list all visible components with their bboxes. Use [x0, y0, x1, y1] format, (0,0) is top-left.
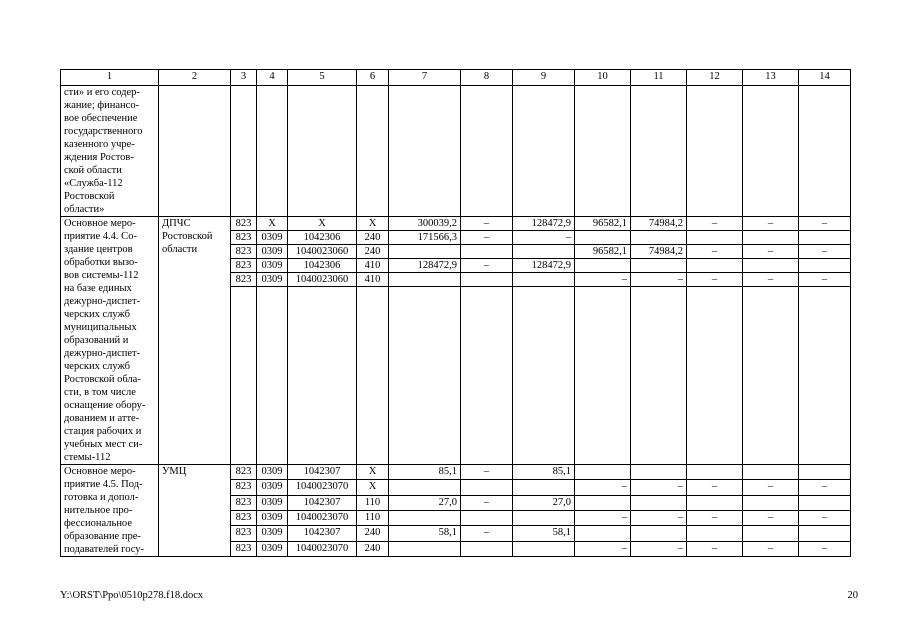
table-cell: 110 — [357, 510, 389, 525]
table-cell: – — [799, 480, 851, 495]
table-cell — [389, 510, 461, 525]
table-cell — [389, 541, 461, 556]
table-cell — [575, 259, 631, 273]
activity-name: сти» и его содер- жание; финансо- вое обеспечение государственного казенного учре- ждения Ростов- ской области «Служба-112 Ростовской области» — [61, 86, 159, 217]
table-row — [61, 217, 851, 231]
table-cell: – — [743, 480, 799, 495]
table-cell: 0309 — [257, 495, 288, 510]
table-cell: 1040023060 — [288, 245, 357, 259]
table-cell: – — [687, 510, 743, 525]
table-cell: – — [461, 526, 513, 541]
table-cell — [159, 86, 231, 217]
table-cell — [288, 287, 357, 465]
table-cell: – — [743, 510, 799, 525]
table-cell — [513, 86, 575, 217]
table-cell — [461, 480, 513, 495]
table-cell: 1040023070 — [288, 541, 357, 556]
table-cell: – — [687, 273, 743, 287]
table-cell — [687, 495, 743, 510]
table-cell — [461, 287, 513, 465]
table-cell — [357, 287, 389, 465]
table-cell — [513, 287, 575, 465]
table-cell — [743, 231, 799, 245]
table-cell: – — [743, 273, 799, 287]
table-cell: 823 — [231, 217, 257, 231]
table-cell: Х — [357, 480, 389, 495]
table-cell — [257, 287, 288, 465]
table-cell: 823 — [231, 231, 257, 245]
table-cell: 110 — [357, 495, 389, 510]
table-cell — [799, 86, 851, 217]
table-cell: 1042306 — [288, 259, 357, 273]
table-cell — [743, 259, 799, 273]
page-number: 20 — [847, 590, 858, 601]
table-cell: – — [575, 480, 631, 495]
activity-name: Основное меро- приятие 4.4. Со- здание центров обработки вызо- вов системы-112 на базе единых дежурно-диспет- черских служб муниципальных образований и дежурно-диспет- черских служб Ростовской обла- сти, в том числе оснащение обору- дованием и атте- стация рабочих и учебных мест си- стемы-112 — [61, 217, 159, 465]
column-header: 9 — [513, 70, 575, 86]
table-cell: – — [799, 273, 851, 287]
table-cell — [513, 245, 575, 259]
table-cell — [575, 231, 631, 245]
activity-name: Основное меро- приятие 4.5. Под- готовка и допол- нительное про- фессиональное образование пре- подавателей госу- — [61, 465, 159, 557]
table-cell — [389, 480, 461, 495]
table-cell: 0309 — [257, 245, 288, 259]
table-cell: 823 — [231, 245, 257, 259]
table-cell: 0309 — [257, 541, 288, 556]
table-cell — [461, 245, 513, 259]
column-header: 11 — [631, 70, 687, 86]
table-cell: 128472,9 — [513, 259, 575, 273]
table-cell — [231, 287, 257, 465]
table-cell — [687, 287, 743, 465]
table-cell: 0309 — [257, 510, 288, 525]
table-cell — [513, 510, 575, 525]
header-row — [61, 70, 851, 86]
table-cell: – — [687, 217, 743, 231]
table-cell: 85,1 — [389, 465, 461, 480]
column-header: 3 — [231, 70, 257, 86]
column-header: 12 — [687, 70, 743, 86]
table-cell: 410 — [357, 273, 389, 287]
table-cell — [687, 231, 743, 245]
table-cell: 74984,2 — [631, 217, 687, 231]
table-cell: – — [575, 273, 631, 287]
table-cell: 823 — [231, 495, 257, 510]
table-cell — [799, 259, 851, 273]
table-row — [61, 465, 851, 480]
table-cell: 823 — [231, 273, 257, 287]
table-cell — [687, 465, 743, 480]
table-cell: – — [799, 541, 851, 556]
table-cell — [513, 273, 575, 287]
table-cell — [631, 287, 687, 465]
table-cell: 27,0 — [513, 495, 575, 510]
table-cell: 58,1 — [513, 526, 575, 541]
table-cell — [461, 86, 513, 217]
table-cell: – — [631, 510, 687, 525]
table-cell — [575, 287, 631, 465]
table-cell: – — [461, 495, 513, 510]
table-cell — [743, 287, 799, 465]
table-cell: 0309 — [257, 259, 288, 273]
table-cell: 823 — [231, 526, 257, 541]
table-cell — [799, 231, 851, 245]
table-cell — [389, 287, 461, 465]
table-cell — [461, 273, 513, 287]
table-cell: 96582,1 — [575, 217, 631, 231]
table-cell: – — [743, 245, 799, 259]
table-cell: 823 — [231, 465, 257, 480]
table-cell: 0309 — [257, 465, 288, 480]
table-cell: – — [461, 259, 513, 273]
table-cell: – — [513, 231, 575, 245]
table-cell: – — [743, 541, 799, 556]
table-cell: 0309 — [257, 480, 288, 495]
column-header: 14 — [799, 70, 851, 86]
table-cell: 27,0 — [389, 495, 461, 510]
table-cell — [389, 86, 461, 217]
table-cell: – — [743, 217, 799, 231]
table-cell — [231, 86, 257, 217]
table-cell — [799, 526, 851, 541]
table-cell — [575, 86, 631, 217]
table-cell: 0309 — [257, 231, 288, 245]
table-cell: 823 — [231, 259, 257, 273]
table-cell: – — [631, 480, 687, 495]
table-cell: Х — [288, 217, 357, 231]
table-cell: 74984,2 — [631, 245, 687, 259]
table-cell — [687, 259, 743, 273]
table-cell — [513, 541, 575, 556]
column-header: 2 — [159, 70, 231, 86]
table-cell: – — [799, 217, 851, 231]
table-cell — [631, 526, 687, 541]
table-cell: 128472,9 — [389, 259, 461, 273]
table-cell — [575, 495, 631, 510]
table-cell — [389, 273, 461, 287]
table-cell: – — [687, 541, 743, 556]
column-header: 6 — [357, 70, 389, 86]
column-header: 1 — [61, 70, 159, 86]
table-cell — [743, 465, 799, 480]
table-cell: – — [461, 465, 513, 480]
table-cell: 1042306 — [288, 231, 357, 245]
table-cell: 58,1 — [389, 526, 461, 541]
table-cell: 1042307 — [288, 495, 357, 510]
table-cell: 1040023060 — [288, 273, 357, 287]
table-cell: 171566,3 — [389, 231, 461, 245]
table-cell — [461, 510, 513, 525]
table-cell: 240 — [357, 245, 389, 259]
table-cell: – — [461, 217, 513, 231]
table-cell — [513, 480, 575, 495]
column-header: 5 — [288, 70, 357, 86]
table-cell: 300039,2 — [389, 217, 461, 231]
table-cell: 96582,1 — [575, 245, 631, 259]
table-cell: Х — [357, 465, 389, 480]
table-cell — [575, 526, 631, 541]
table-cell: 128472,9 — [513, 217, 575, 231]
executor: УМЦ — [159, 465, 231, 557]
table-cell: 823 — [231, 541, 257, 556]
table-cell — [461, 541, 513, 556]
table-cell — [743, 526, 799, 541]
table-cell — [799, 495, 851, 510]
table-cell — [631, 86, 687, 217]
table-cell — [288, 86, 357, 217]
budget-table — [60, 69, 851, 557]
table-cell: – — [575, 541, 631, 556]
table-cell: – — [631, 273, 687, 287]
table-cell — [631, 259, 687, 273]
table-cell: – — [687, 480, 743, 495]
table-cell: 240 — [357, 541, 389, 556]
column-header: 7 — [389, 70, 461, 86]
table-cell: 823 — [231, 480, 257, 495]
table-cell — [357, 86, 389, 217]
column-header: 4 — [257, 70, 288, 86]
table-row — [61, 86, 851, 217]
table-cell: 85,1 — [513, 465, 575, 480]
table-cell: 240 — [357, 231, 389, 245]
table-cell — [257, 86, 288, 217]
table-cell: Х — [257, 217, 288, 231]
table-cell: 1042307 — [288, 526, 357, 541]
table-cell: 1040023070 — [288, 510, 357, 525]
table-cell — [687, 86, 743, 217]
table-cell — [799, 287, 851, 465]
table-cell: Х — [357, 217, 389, 231]
column-header: 13 — [743, 70, 799, 86]
table-cell: – — [631, 541, 687, 556]
table-cell — [743, 495, 799, 510]
table-cell: – — [687, 245, 743, 259]
table-cell — [631, 465, 687, 480]
table-cell — [687, 526, 743, 541]
table-cell: – — [799, 510, 851, 525]
table-cell: 0309 — [257, 526, 288, 541]
table-cell: 410 — [357, 259, 389, 273]
table-cell — [743, 86, 799, 217]
table-cell: 823 — [231, 510, 257, 525]
column-header: 8 — [461, 70, 513, 86]
table-cell: 1040023070 — [288, 480, 357, 495]
table-cell: 240 — [357, 526, 389, 541]
table-cell: – — [575, 510, 631, 525]
table-cell — [631, 231, 687, 245]
executor: ДПЧС Ростовской области — [159, 217, 231, 465]
table-cell: – — [461, 231, 513, 245]
table-cell — [389, 245, 461, 259]
table-cell: – — [799, 245, 851, 259]
table-cell — [631, 495, 687, 510]
table-cell — [575, 465, 631, 480]
column-header: 10 — [575, 70, 631, 86]
file-path: Y:\ORST\Ppo\0510p278.f18.docx — [60, 590, 204, 601]
table-cell — [799, 465, 851, 480]
table-cell: 0309 — [257, 273, 288, 287]
table-cell: 1042307 — [288, 465, 357, 480]
